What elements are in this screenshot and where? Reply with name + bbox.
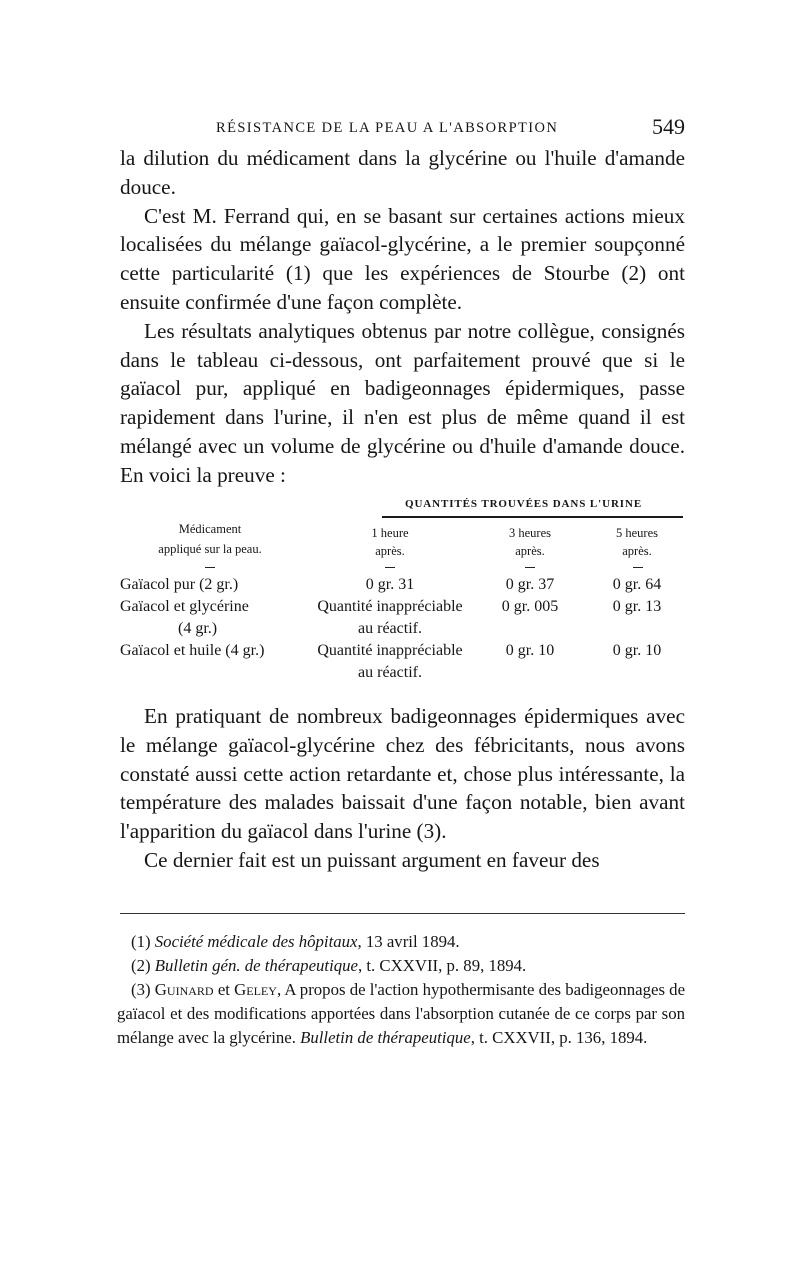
table-group-header: QUANTITÉS TROUVÉES DANS L'URINE (405, 498, 643, 510)
paragraph-ferrand: C'est M. Ferrand qui, en se basant sur certaines actions mieux localisées du mélange gaïacol-glycérine, a le premier soupçonné cette particularité (1) que les expériences de Stourbe (2) ont ensuite confirmée d'une façon complète. (120, 203, 685, 314)
cell-3h: 0 gr. 10 (505, 642, 555, 659)
running-head-title: RÉSISTANCE DE LA PEAU A L'ABSORPTION (216, 120, 559, 136)
col-header-5h-sub: après. (622, 544, 652, 558)
col-header-3h: 3 heures (509, 526, 551, 540)
footnote-1 (117, 930, 685, 954)
footnote-2-number: (2) (131, 956, 151, 975)
results-table (120, 494, 685, 694)
footnote-2-title: Bulletin gén. de thérapeutique (154, 956, 358, 975)
paragraph-argument: Ce dernier fait est un puissant argument en faveur des (144, 847, 600, 872)
row-label: Gaïacol pur (2 gr.) (120, 576, 239, 593)
cell-5h: 0 gr. 64 (612, 576, 662, 593)
paragraph-continuation: la dilution du médicament dans la glycérine ou l'huile d'amande douce. (120, 146, 685, 199)
cell-1h-cont: au réactif. (358, 664, 422, 681)
footnote-3-number: (3) (131, 980, 151, 999)
footnote-1-number: (1) (131, 932, 151, 951)
page-number: 549 (652, 114, 685, 139)
footnote-rule (120, 913, 685, 914)
col-header-medicament: Médicament (178, 522, 242, 536)
cell-5h: 0 gr. 13 (612, 598, 662, 615)
cell-3h: 0 gr. 37 (505, 576, 555, 593)
footnote-3-author2: Geley (234, 980, 277, 999)
paragraph-badigeonnages: En pratiquant de nombreux badigeonnages épidermiques avec le mélange gaïacol-glycérine chez des fébricitants, nous avons constaté aussi cette action retardante et, chose plus intéressante, la température des malades baissait d'une façon notable, bien avant l'apparition du gaïacol dans l'urine (3). (120, 704, 685, 844)
row-label: Gaïacol et glycérine (120, 598, 249, 615)
footnote-3-and: et (217, 980, 230, 999)
dash-col2 (525, 567, 535, 568)
paragraph-results: Les résultats analytiques obtenus par notre collègue, consignés dans le tableau ci-dessous, ont parfaitement prouvé que si le gaïacol pur, appliqué en badigeonnages épidermiques, passe rapidement dans l'urine, il n'en est plus de même quand il est mélangé avec un volume de glycérine ou d'huile d'amande douce. En voici la preuve : (120, 318, 685, 487)
col-header-1h: 1 heure (371, 526, 409, 540)
lower-text-block (120, 702, 685, 875)
dash-col1 (385, 567, 395, 568)
col-header-1h-sub: après. (375, 544, 405, 558)
footnote-3-rest: , t. CXXVII, p. 136, 1894. (470, 1028, 648, 1047)
footnote-2 (117, 954, 685, 978)
top-text-block (120, 144, 685, 490)
footnote-2-rest: , t. CXXVII, p. 89, 1894. (357, 956, 527, 975)
cell-5h: 0 gr. 10 (612, 642, 662, 659)
cell-1h: Quantité inappréciable (317, 598, 463, 615)
cell-3h: 0 gr. 005 (501, 598, 559, 615)
running-head (120, 112, 685, 142)
footnote-3-title: Bulletin de thérapeutique (300, 1028, 471, 1047)
row-label-cont: (4 gr.) (178, 620, 218, 637)
footnote-1-title: Société médicale des hôpitaux (154, 932, 358, 951)
col-header-medicament-sub: appliqué sur la peau. (158, 542, 262, 556)
cell-1h-cont: au réactif. (358, 620, 422, 637)
dash-col3 (633, 567, 643, 568)
footnotes (117, 930, 685, 1050)
table-header-rule (382, 516, 683, 518)
col-header-3h-sub: après. (515, 544, 545, 558)
cell-1h: 0 gr. 31 (365, 576, 415, 593)
dash-col0 (205, 567, 215, 568)
cell-1h: Quantité inappréciable (317, 642, 463, 659)
footnote-3-author1: Guinard (154, 980, 214, 999)
footnote-3 (117, 978, 685, 1050)
footnote-3-text: , A propos de l'action hypothermisante des badigeonnages de gaïacol et des modifications apportées dans l'absorption cutanée de ce corps par son mélange avec la glycérine. (117, 980, 686, 1047)
footnote-1-rest: , 13 avril 1894. (357, 932, 460, 951)
row-label: Gaïacol et huile (4 gr.) (120, 642, 265, 659)
col-header-5h: 5 heures (616, 526, 658, 540)
